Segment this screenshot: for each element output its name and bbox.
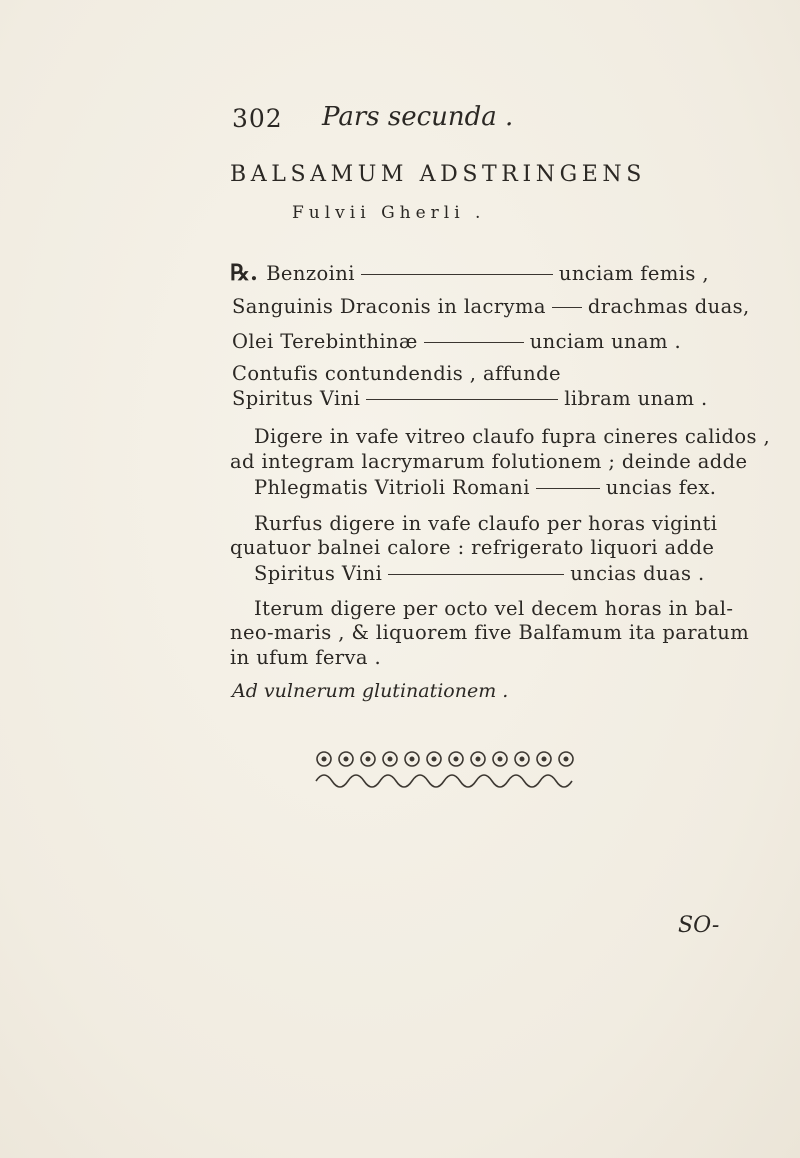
paragraph-line: Digere in vafe vitreo claufo fupra cineres calidos , [254, 425, 771, 448]
ingredient-name: Spiritus Vini [232, 387, 361, 410]
use-note: Ad vulnerum glutinationem . [232, 680, 509, 702]
leader-line [536, 488, 600, 489]
ingredient-name: Benzoini [266, 262, 355, 285]
paragraph-line: Iterum digere per octo vel decem horas in bal- [254, 597, 734, 620]
leader-line [366, 399, 558, 400]
paragraph-line: in ufum ferva . [230, 646, 382, 669]
paragraph-line: quatuor balnei calore : refrigerato liquori adde [230, 536, 715, 559]
leader-line [552, 307, 582, 308]
paragraph-line: Rurfus digere in vafe claufo per horas viginti [254, 512, 718, 535]
ingredient-row [254, 562, 705, 585]
paragraph-line: neo-maris , & liquorem five Balfamum ita paratum [230, 621, 750, 644]
ingredient-row [232, 330, 681, 353]
recipe-title: BALSAMUM ADSTRINGENS [230, 162, 646, 187]
catchword: SO- [678, 913, 720, 938]
paragraph-line: ad integram lacrymarum folutionem ; deinde adde [230, 450, 748, 473]
leader-line [361, 274, 553, 275]
ingredient-row [254, 476, 716, 499]
ingredient-amount: uncias fex. [605, 476, 717, 499]
ingredient-row [232, 387, 708, 410]
leader-line [388, 574, 564, 575]
ingredient-amount: uncias duas . [570, 562, 705, 585]
recipe-author: Fulvii Gherli . [292, 203, 486, 223]
ingredient-row [232, 295, 750, 318]
ingredient-amount: libram unam . [564, 387, 708, 410]
running-title: Pars secunda . [322, 102, 514, 132]
ingredient-name: Sanguinis Draconis in lacryma [232, 295, 546, 318]
instruction-line: Contufis contundendis , affunde [232, 362, 561, 385]
ingredient-name: Phlegmatis Vitrioli Romani [254, 476, 530, 499]
ingredient-amount: unciam femis , [558, 262, 709, 285]
page-number: 302 [232, 104, 283, 133]
ingredient-amount: unciam unam . [529, 330, 682, 353]
fleuron-ornament [312, 747, 582, 793]
ingredient-name: Olei Terebinthinæ [232, 330, 418, 353]
ingredient-name: Spiritus Vini [254, 562, 383, 585]
leader-line [424, 342, 524, 343]
rx-symbol: ℞. [230, 260, 259, 286]
ingredient-amount: drachmas duas, [587, 295, 750, 318]
ingredient-row [230, 260, 709, 286]
